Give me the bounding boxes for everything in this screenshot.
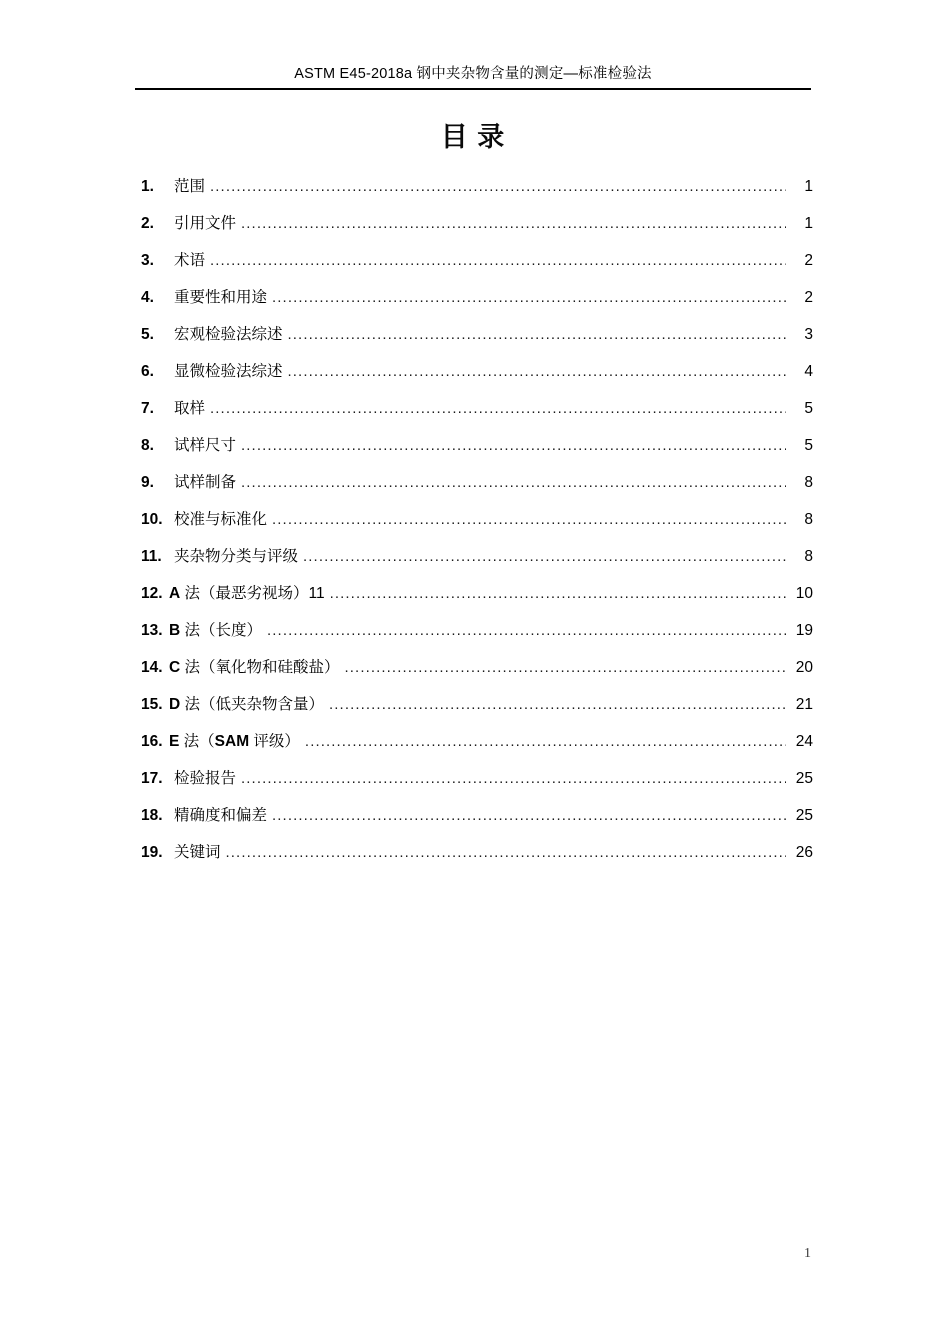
toc-entry-label: 校准与标准化: [174, 511, 268, 528]
toc-entry-page-number: 21: [795, 696, 813, 713]
toc-entry-label: [169, 581, 328, 603]
toc-entry-number: 19.: [141, 844, 163, 861]
toc-entry-number: 7.: [141, 400, 154, 417]
toc-entry-page-number: 8: [804, 474, 813, 491]
toc-entry-number: 6.: [141, 363, 154, 380]
toc-entry-number: 5.: [141, 326, 154, 343]
toc-entry-label: 宏观检验法综述: [174, 326, 283, 343]
toc-entry[interactable]: [141, 396, 813, 433]
toc-dot-leader: [272, 511, 786, 527]
toc-entry-label: [169, 729, 303, 751]
toc-entry-page-number: 5: [804, 400, 813, 417]
running-header-text: ASTM E45-2018a 钢中夹杂物含量的测定—标准检验法: [294, 66, 652, 82]
toc-entry-page-number: 3: [804, 326, 813, 343]
toc-entry-label: 试样尺寸: [174, 437, 237, 454]
toc-entry[interactable]: [141, 248, 813, 285]
toc-dot-leader: [210, 178, 786, 194]
toc-entry-page-number: 8: [804, 511, 813, 528]
toc-entry[interactable]: [141, 322, 813, 359]
toc-entry-label: [169, 692, 327, 714]
toc-dot-leader: [210, 252, 786, 268]
toc-entry-label-part: 法（最恶劣视场）11: [180, 585, 325, 602]
toc-entry-label: 引用文件: [174, 215, 237, 232]
toc-entry-page-number: 2: [804, 252, 813, 269]
footer-page-number: 1: [804, 1246, 811, 1261]
toc-entry-number: 13.: [141, 622, 163, 639]
toc-entry[interactable]: [141, 729, 813, 766]
toc-entry-label-part: E: [169, 733, 180, 750]
toc-dot-leader: [241, 474, 786, 490]
toc-dot-leader: [329, 696, 786, 712]
toc-entry-label: 显微检验法综述: [174, 363, 283, 380]
running-header: [135, 62, 811, 83]
toc-dot-leader: [272, 807, 786, 823]
toc-entry-label: 重要性和用途: [174, 289, 268, 306]
toc-entry-number: 2.: [141, 215, 154, 232]
toc-entry-number: 17.: [141, 770, 163, 787]
toc-entry-page-number: 19: [795, 622, 813, 639]
toc-dot-leader: [210, 400, 786, 416]
toc-entry[interactable]: [141, 840, 813, 877]
toc-dot-leader: [330, 585, 786, 601]
toc-entry-label-part: C: [169, 659, 181, 676]
toc-entry[interactable]: [141, 618, 813, 655]
toc-entry-page-number: 24: [795, 733, 813, 750]
toc-entry-number: 16.: [141, 733, 163, 750]
toc-entry-number: 1.: [141, 178, 154, 195]
toc-dot-leader: [241, 215, 786, 231]
toc-entry-page-number: 8: [804, 548, 813, 565]
toc-entry-label-part: SAM: [214, 733, 250, 750]
toc-entry-label: [169, 618, 265, 640]
toc-dot-leader: [241, 437, 786, 453]
toc-entry-label-part: 法（长度）: [180, 622, 263, 639]
header-divider: [135, 88, 811, 90]
toc-dot-leader: [267, 622, 786, 638]
toc-entry-number: 8.: [141, 437, 154, 454]
toc-entry-page-number: 1: [804, 178, 813, 195]
toc-entry[interactable]: [141, 433, 813, 470]
toc-entry-number: 4.: [141, 289, 154, 306]
toc-entry-page-number: 10: [795, 585, 813, 602]
toc-entry-label: [169, 655, 343, 677]
toc-entry-number: 11.: [141, 548, 162, 565]
toc-entry-label: 试样制备: [174, 474, 237, 491]
toc-dot-leader: [305, 733, 786, 749]
toc-entry-label-part: 法（低夹杂物含量）: [180, 696, 325, 713]
toc-entry-label-part: A: [169, 585, 181, 602]
toc-entry-label: 术语: [174, 252, 206, 269]
toc-entry[interactable]: [141, 470, 813, 507]
toc-entry-label: 检验报告: [174, 770, 237, 787]
toc-dot-leader: [345, 659, 786, 675]
toc-entry-number: 14.: [141, 659, 163, 676]
toc-entry-page-number: 4: [804, 363, 813, 380]
toc-entry-label: 范围: [174, 178, 206, 195]
toc-entry[interactable]: [141, 803, 813, 840]
toc-entry-number: 15.: [141, 696, 163, 713]
toc-entry-label-part: 法（氧化物和硅酸盐）: [180, 659, 340, 676]
toc-entry[interactable]: [141, 507, 813, 544]
page-title: 目 录: [440, 122, 506, 152]
toc-entry-label: 取样: [174, 400, 206, 417]
toc-dot-leader: [303, 548, 786, 564]
table-of-contents: [141, 174, 813, 877]
toc-dot-leader: [241, 770, 786, 786]
toc-dot-leader: [288, 326, 786, 342]
toc-dot-leader: [272, 289, 786, 305]
toc-entry-label-part: D: [169, 696, 181, 713]
toc-entry[interactable]: [141, 581, 813, 618]
toc-entry[interactable]: [141, 655, 813, 692]
toc-entry-number: 18.: [141, 807, 163, 824]
toc-entry-page-number: 25: [795, 770, 813, 787]
toc-entry[interactable]: [141, 359, 813, 396]
toc-entry-page-number: 26: [795, 844, 813, 861]
toc-entry-page-number: 20: [795, 659, 813, 676]
toc-entry[interactable]: [141, 285, 813, 322]
toc-entry-label: 精确度和偏差: [174, 807, 268, 824]
toc-entry[interactable]: [141, 766, 813, 803]
toc-entry[interactable]: [141, 544, 813, 581]
toc-entry-label: 关键词: [174, 844, 221, 861]
toc-entry-page-number: 25: [795, 807, 813, 824]
toc-entry-page-number: 2: [804, 289, 813, 306]
toc-entry[interactable]: [141, 174, 813, 211]
toc-entry-number: 9.: [141, 474, 154, 491]
toc-entry-number: 10.: [141, 511, 163, 528]
toc-entry-label-part: 法（: [179, 733, 215, 750]
toc-entry-number: 3.: [141, 252, 154, 269]
toc-entry-label: 夹杂物分类与评级: [174, 548, 299, 565]
toc-entry[interactable]: [141, 692, 813, 729]
toc-dot-leader: [226, 844, 786, 860]
toc-entry-page-number: 1: [804, 215, 813, 232]
toc-entry-page-number: 5: [804, 437, 813, 454]
toc-entry[interactable]: [141, 211, 813, 248]
toc-dot-leader: [288, 363, 786, 379]
toc-entry-number: 12.: [141, 585, 163, 602]
toc-entry-label-part: 评级）: [249, 733, 300, 750]
toc-entry-label-part: B: [169, 622, 181, 639]
